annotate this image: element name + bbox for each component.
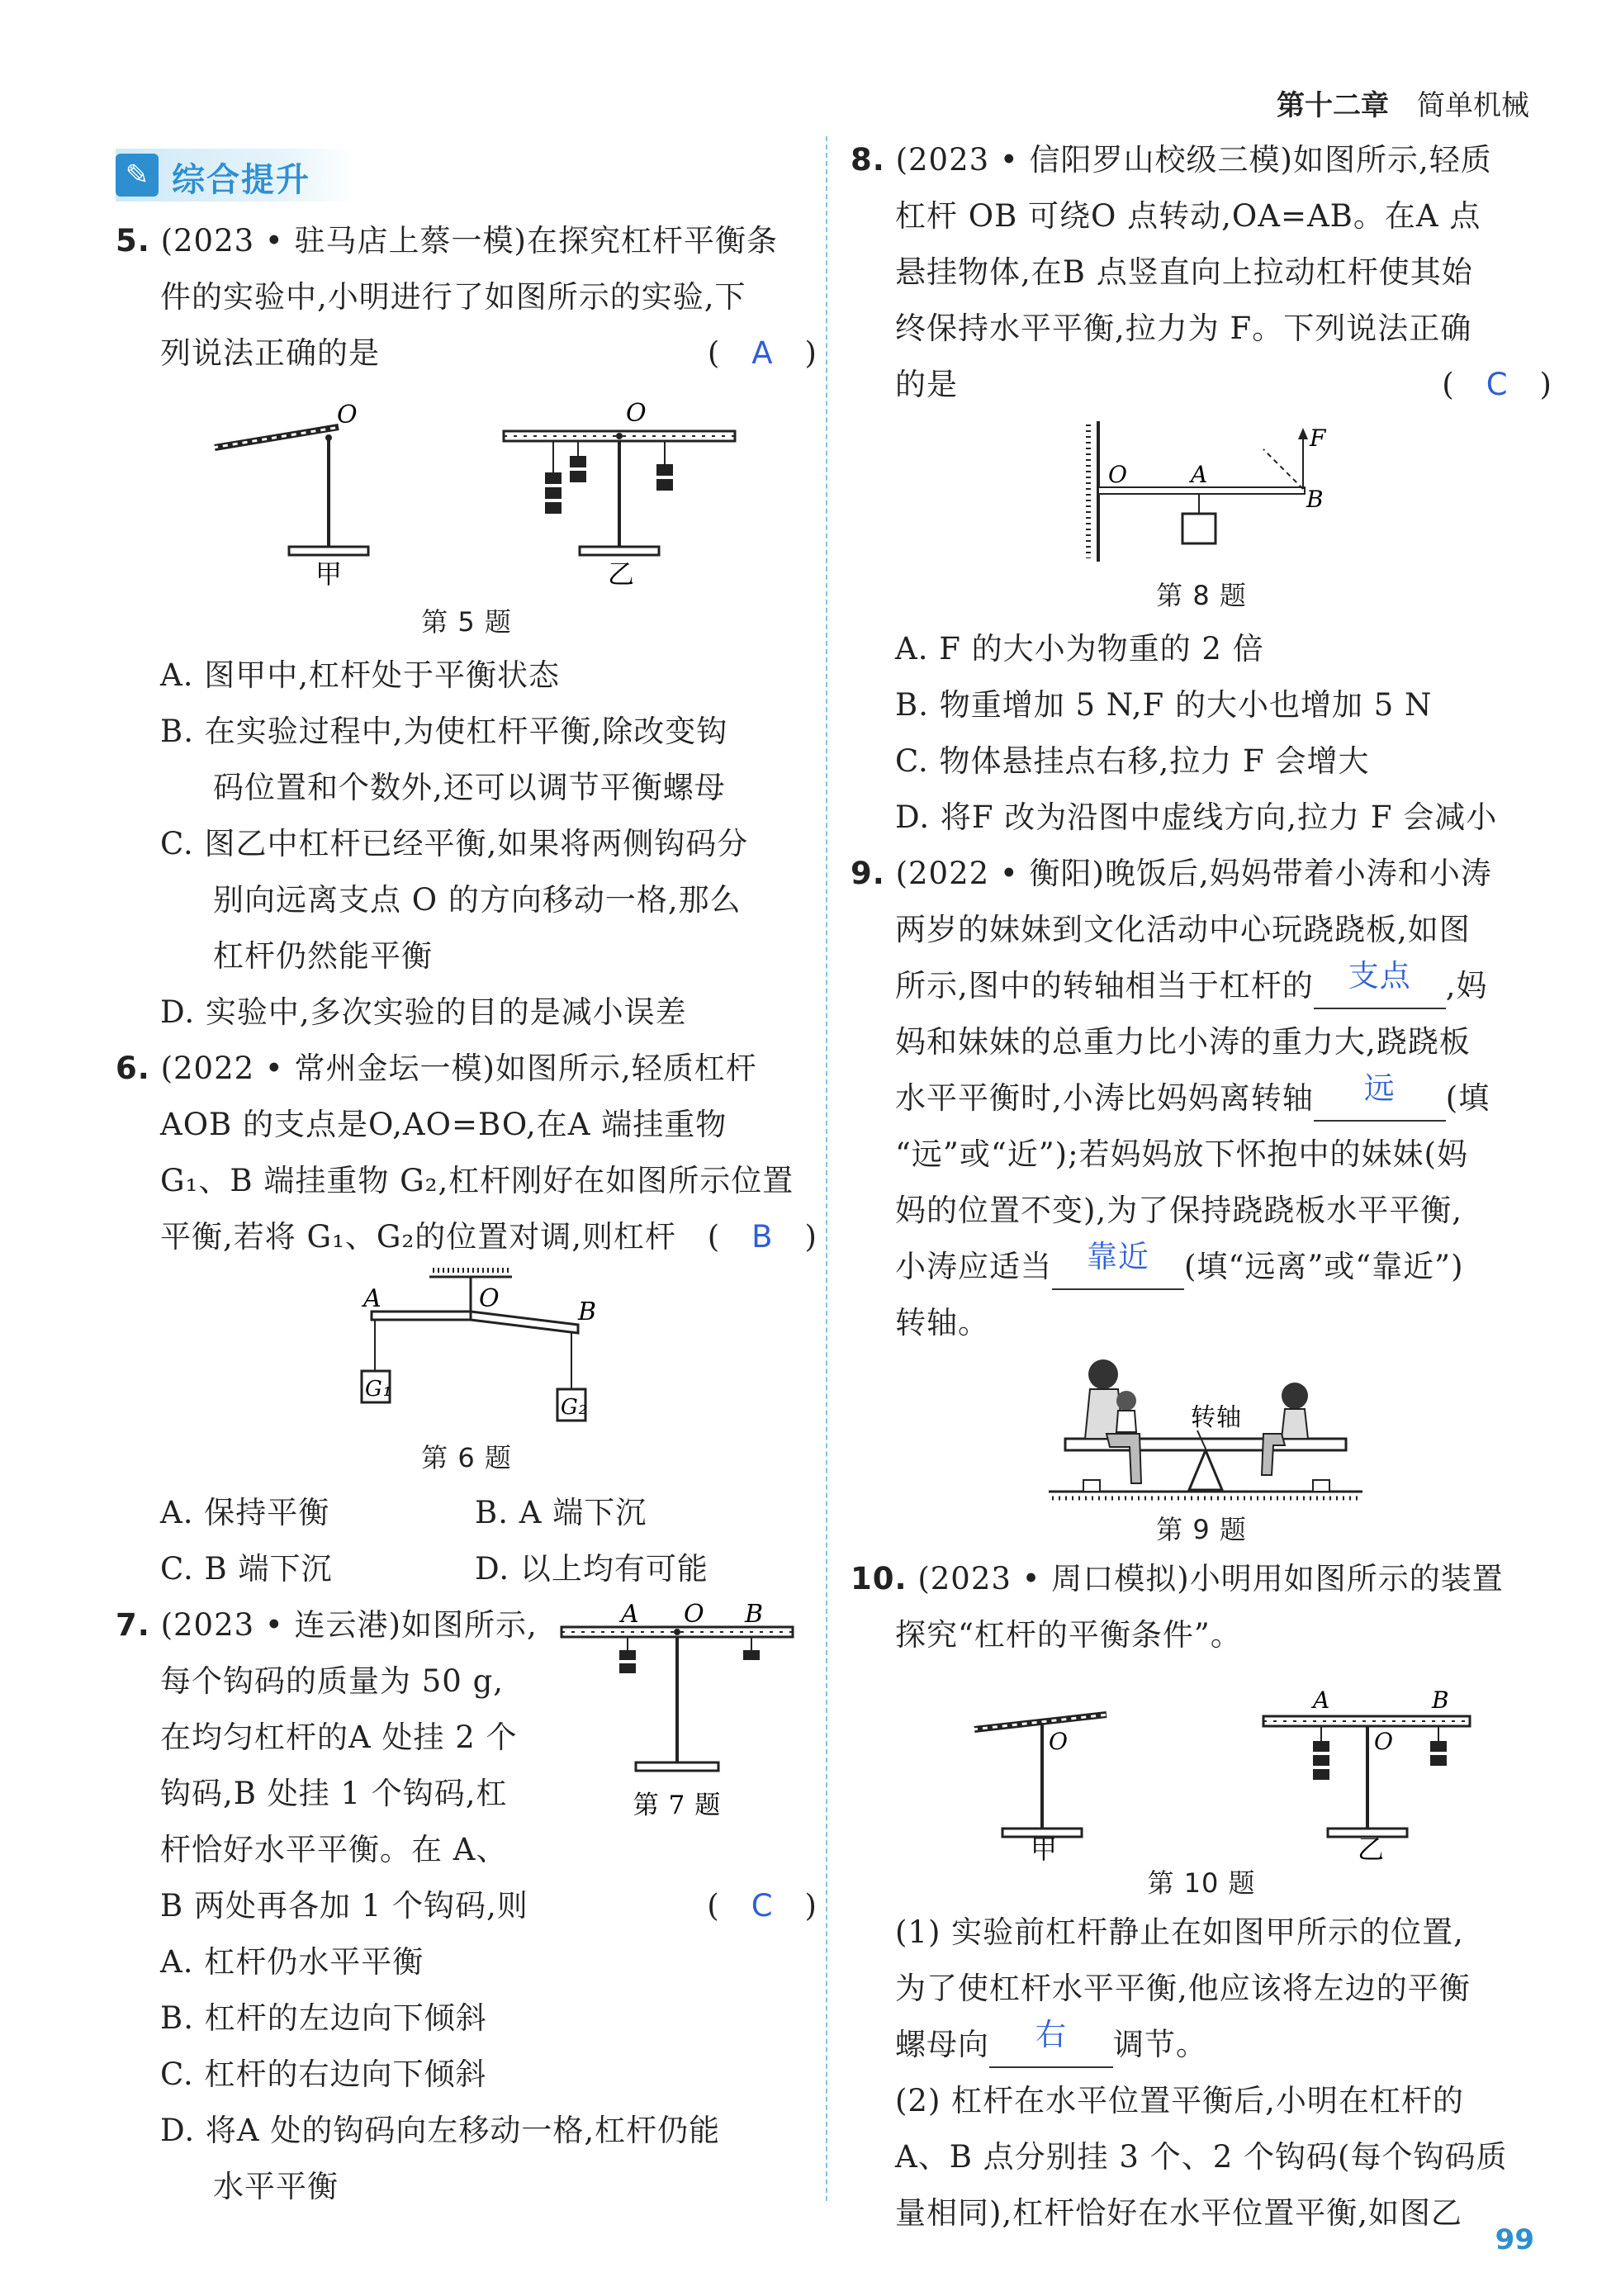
question-text: (2022 • 衡阳)晚饭后,妈妈带着小涛和小涛: [895, 856, 1492, 891]
label-jia: 甲: [315, 558, 344, 590]
question-text: 探究“杠杆的平衡条件”。: [895, 1617, 1242, 1653]
question-number: 6.: [116, 1051, 150, 1086]
label-g2: G₂: [561, 1395, 589, 1420]
option-a: A. 图甲中,杠杆处于平衡状态: [160, 657, 561, 693]
blank-1[interactable]: [1314, 958, 1446, 1009]
sub-question-2: (2) 杠杆在水平位置平衡后,小明在杠杆的: [895, 2083, 1464, 2118]
label-a: A: [1313, 1686, 1331, 1714]
label-b: B: [1432, 1686, 1450, 1714]
option-c: C. 杠杆的右边向下倾斜: [160, 2056, 487, 2092]
option-a: A. 保持平衡: [160, 1495, 330, 1530]
left-column: [116, 213, 817, 2215]
pencil-icon: ✎: [116, 154, 159, 197]
question-6: [116, 1041, 817, 1597]
answer-box: ( A ): [707, 335, 817, 371]
label-o: O: [684, 1600, 705, 1629]
page-number: 99: [1495, 2223, 1534, 2256]
blank-answer: 支点: [1348, 958, 1411, 994]
figure-9: [851, 1351, 1552, 1508]
sub-question-2: 量相同),杠杆恰好在水平位置平衡,如图乙: [895, 2195, 1462, 2231]
lever-ob-figure: [851, 413, 1552, 570]
label-b: B: [745, 1600, 765, 1629]
lever-jia: [213, 401, 368, 590]
option-c-cont: 别向远离支点 O 的方向移动一格,那么: [213, 882, 742, 918]
seesaw-figure: [851, 1351, 1552, 1508]
question-text: (填: [1445, 1080, 1490, 1116]
blank-answer: 远: [1363, 1070, 1396, 1106]
question-text: “远”或“近”);若妈妈放下怀抱中的妹妹(妈: [895, 1136, 1468, 1172]
label-a: A: [621, 1600, 640, 1629]
answer: C: [1486, 367, 1509, 402]
question-text: ,妈: [1445, 968, 1488, 1003]
label-f: F: [1310, 425, 1327, 452]
figure-10: [851, 1663, 1552, 1862]
option-c: C. 图乙中杠杆已经平衡,如果将两侧钩码分: [160, 826, 749, 861]
sub-question-1: (1) 实验前杠杆静止在如图甲所示的位置,: [895, 1914, 1464, 1950]
label-b: B: [1306, 486, 1325, 513]
question-text: 水平平衡时,小涛比妈妈离转轴: [895, 1080, 1314, 1116]
label-a: A: [1191, 461, 1209, 488]
question-text: 平衡,若将 G₁、G₂的位置对调,则杠杆: [160, 1219, 677, 1255]
option-a: A. 杠杆仍水平平衡: [160, 1944, 424, 1980]
answer: B: [751, 1219, 774, 1255]
question-text: 悬挂物体,在B 点竖直向上拉动杠杆使其始: [895, 254, 1473, 290]
question-text: 终保持水平平衡,拉力为 F。下列说法正确: [895, 311, 1472, 346]
sub-question-1: 调节。: [1113, 2027, 1207, 2062]
lever-apparatus-figure: [851, 1663, 1552, 1862]
question-number: 5.: [116, 223, 150, 259]
question-text: 每个钩码的质量为 50 g,: [160, 1663, 505, 1699]
question-text: 所示,图中的转轴相当于杠杆的: [895, 968, 1314, 1003]
question-text: 在均匀杠杆的A 处挂 2 个: [160, 1720, 518, 1755]
option-b-cont: 码位置和个数外,还可以调节平衡螺母: [213, 770, 726, 805]
axis-label: 转轴: [1191, 1403, 1242, 1432]
question-text: 杠杆 OB 可绕O 点转动,OA=AB。在A 点: [895, 198, 1481, 234]
label-g1: G₁: [365, 1377, 393, 1402]
option-b: B. 物重增加 5 N,F 的大小也增加 5 N: [895, 687, 1433, 723]
question-number: 10.: [851, 1561, 907, 1596]
question-9: [851, 846, 1552, 1551]
blank-answer: 右: [1035, 2017, 1067, 2052]
option-d: D. 将F 改为沿图中虚线方向,拉力 F 会减小: [895, 799, 1498, 835]
label-jia: 甲: [1031, 1833, 1059, 1862]
option-d-cont: 水平平衡: [213, 2169, 339, 2204]
point-o: O: [337, 401, 358, 429]
page-header: [1277, 83, 1529, 123]
lever-yi: [504, 399, 735, 590]
column-divider: [826, 136, 827, 2201]
question-text: (2023 • 驻马店上蔡一模)在探究杠杆平衡条: [160, 223, 778, 259]
option-c: C. B 端下沉: [160, 1551, 333, 1587]
question-text: (填“远离”或“靠近”): [1184, 1249, 1464, 1284]
question-text: 列说法正确的是: [160, 335, 380, 371]
blank-1[interactable]: [989, 2017, 1113, 2068]
label-a: A: [363, 1284, 382, 1313]
label-o: O: [479, 1284, 500, 1313]
figure-5: [116, 382, 817, 596]
option-c-cont: 杠杆仍然能平衡: [213, 938, 433, 974]
question-5: [116, 213, 817, 1041]
question-text: (2023 • 连云港)如图所示,: [160, 1607, 538, 1643]
section-banner: [116, 149, 355, 202]
option-d: D. 以上均有可能: [475, 1551, 708, 1587]
question-text: 妈和妹妹的总重力比小涛的重力大,跷跷板: [895, 1024, 1471, 1060]
blank-3[interactable]: [1052, 1239, 1184, 1290]
option-b: B. 在实验过程中,为使杠杆平衡,除改变钩: [160, 714, 728, 749]
label-o: O: [1108, 461, 1128, 488]
sub-question-1: 为了使杠杆水平平衡,他应该将左边的平衡: [895, 1971, 1471, 2006]
section-title: 综合提升: [172, 161, 310, 199]
figure-6: [116, 1265, 817, 1430]
answer-box: ( B ): [707, 1219, 817, 1255]
figure-7: [545, 1597, 817, 1845]
question-text: 小涛应适当: [895, 1249, 1052, 1284]
label-yi: 乙: [1358, 1833, 1386, 1862]
answer-box: ( C ): [1442, 367, 1552, 402]
question-text: AOB 的支点是O,AO=BO,在A 端挂重物: [160, 1107, 727, 1142]
question-text: B 两处再各加 1 个钩码,则: [160, 1888, 528, 1924]
question-text: 的是: [895, 367, 958, 402]
question-number: 8.: [851, 142, 885, 178]
lever-figure: [116, 382, 817, 596]
question-text: (2023 • 信阳罗山校级三模)如图所示,轻质: [895, 142, 1492, 178]
answer: C: [751, 1888, 774, 1924]
question-text: G₁、B 端挂重物 G₂,杠杆刚好在如图所示位置: [160, 1163, 794, 1198]
question-number: 7.: [116, 1607, 150, 1643]
figure-caption: 第 7 题: [633, 1791, 722, 1820]
point-o: O: [626, 399, 647, 428]
question-text: (2023 • 周口模拟)小明用如图所示的装置: [917, 1561, 1504, 1596]
option-a: A. F 的大小为物重的 2 倍: [895, 631, 1264, 667]
question-10: [851, 1551, 1552, 2241]
answer-box: ( C ): [707, 1888, 817, 1924]
figure-caption: 第 8 题: [1156, 580, 1247, 611]
blank-answer: 靠近: [1087, 1239, 1149, 1274]
figure-caption: 第 5 题: [421, 606, 512, 638]
question-text: 妈的位置不变),为了保持跷跷板水平平衡,: [895, 1193, 1462, 1228]
figure-caption: 第 9 题: [1156, 1514, 1247, 1545]
blank-2[interactable]: [1314, 1070, 1446, 1122]
answer: A: [751, 335, 774, 371]
option-b: B. A 端下沉: [475, 1495, 647, 1530]
lever-aob-figure: [116, 1265, 817, 1430]
figure-caption: 第 10 题: [1147, 1867, 1256, 1899]
option-d: D. 将A 处的钩码向左移动一格,杠杆仍能: [160, 2113, 721, 2148]
question-text: 杆恰好水平平衡。在 A、: [160, 1832, 508, 1867]
label-o: O: [1374, 1728, 1394, 1755]
option-b: B. 杠杆的左边向下倾斜: [160, 2000, 487, 2036]
chapter-title: 简单机械: [1417, 89, 1529, 122]
question-8: [851, 132, 1552, 846]
question-text: 件的实验中,小明进行了如图所示的实验,下: [160, 279, 746, 315]
question-text: 钩码,B 处挂 1 个钩码,杠: [160, 1776, 508, 1811]
chapter-number: 第十二章: [1277, 89, 1389, 122]
question-text: 两岁的妹妹到文化活动中心玩跷跷板,如图: [895, 912, 1471, 947]
right-column: [851, 132, 1552, 2241]
label-b: B: [578, 1297, 598, 1326]
sub-question-1: 螺母向: [895, 2027, 989, 2062]
label-o: O: [1049, 1728, 1069, 1755]
figure-caption: 第 6 题: [421, 1442, 512, 1473]
question-7: [116, 1597, 817, 2215]
question-text: (2022 • 常州金坛一模)如图所示,轻质杠杆: [160, 1051, 757, 1086]
figure-8: [851, 413, 1552, 570]
label-yi: 乙: [608, 558, 636, 590]
option-d: D. 实验中,多次实验的目的是减小误差: [160, 994, 687, 1030]
option-c: C. 物体悬挂点右移,拉力 F 会增大: [895, 743, 1370, 779]
question-number: 9.: [851, 856, 885, 891]
sub-question-2: A、B 点分别挂 3 个、2 个钩码(每个钩码质: [895, 2139, 1508, 2175]
question-text: 转轴。: [895, 1305, 989, 1340]
